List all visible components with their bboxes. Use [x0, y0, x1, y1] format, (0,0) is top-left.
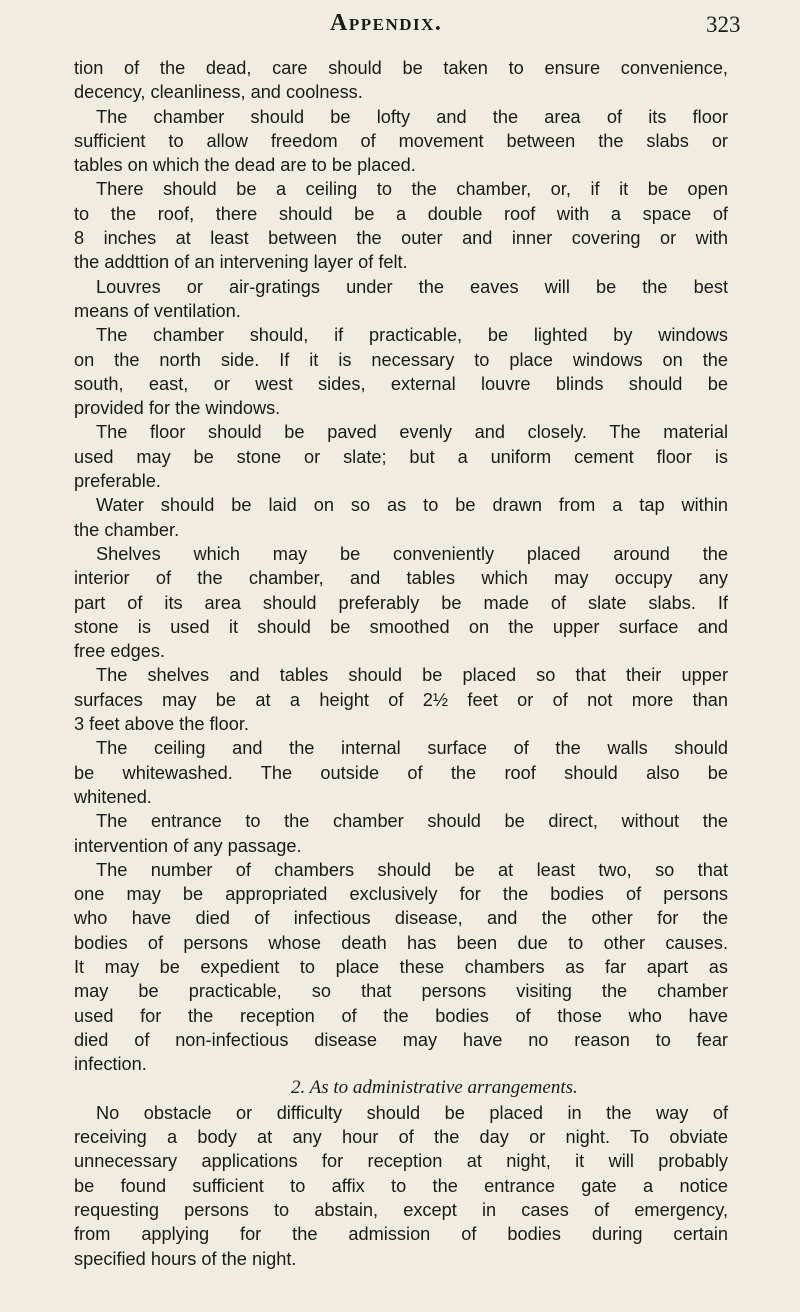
text-line: The number of chambers should be at least two, so that [96, 859, 728, 880]
page-number: 323 [706, 12, 741, 37]
text-line: 8 inches at least between the outer and inner covering or with [74, 228, 728, 249]
text-line: be whitewashed. The outside of the roof should also be [74, 762, 728, 783]
text-line: Louvres or air-gratings under the eaves will be the best [96, 276, 728, 297]
text-line: tion of the dead, care should be taken to ensure convenience, [74, 58, 728, 78]
text-line: means of ventilation. [74, 300, 241, 321]
text-line: The chamber should be lofty and the area of its floor [96, 106, 728, 127]
text-line: whitened. [74, 786, 152, 807]
text-line: stone is used it should be smoothed on the upper surface and [74, 616, 728, 637]
text-line: Shelves which may be conveniently placed around the [96, 543, 728, 564]
text-line: Water should be laid on so as to be drawn from a tap within [96, 495, 728, 516]
text-line: The entrance to the chamber should be direct, without the [96, 811, 728, 832]
text-line: sufficient to allow freedom of movement between the slabs or [74, 130, 728, 151]
text-line: part of its area should preferably be made of slate slabs. If [74, 592, 728, 613]
text-line: be found sufficient to affix to the entrance gate a notice [74, 1175, 728, 1196]
section-heading: 2. As to administrative arrangements. [291, 1077, 578, 1099]
text-line: preferable. [74, 471, 161, 492]
text-line: unnecessary applications for reception at night, it will probably [74, 1151, 728, 1172]
running-header [0, 4, 800, 48]
text-line: surfaces may be at a height of 2½ feet or of not more than [74, 689, 728, 710]
text-line: intervention of any passage. [74, 835, 302, 856]
text-line: infection. [74, 1054, 147, 1075]
text-line: one may be appropriated exclusively for the bodies of persons [74, 884, 728, 905]
text-line: who have died of infectious disease, and the other for the [74, 908, 728, 929]
text-line: free edges. [74, 641, 165, 662]
body-text [74, 56, 728, 1271]
text-line: provided for the windows. [74, 398, 281, 419]
text-line: south, east, or west sides, external louvre blinds should be [74, 373, 728, 394]
text-line: receiving a body at any hour of the day or night. To obviate [74, 1127, 728, 1148]
text-line: tables on which the dead are to be placed. [74, 155, 416, 176]
text-line: may be practicable, so that persons visiting the chamber [74, 981, 728, 1002]
running-title: Appendix. [330, 10, 443, 36]
text-line: used for the reception of the bodies of those who have [74, 1005, 728, 1026]
text-line: the addttion of an intervening layer of felt. [74, 252, 408, 273]
text-line: The shelves and tables should be placed so that their upper [96, 665, 728, 686]
text-line: The ceiling and the internal surface of the walls should [96, 738, 728, 759]
text-line: died of non-infectious disease may have no reason to fear [74, 1029, 728, 1050]
text-line: specified hours of the night. [74, 1248, 297, 1269]
text-line: 3 feet above the floor. [74, 714, 249, 735]
text-line: the chamber. [74, 519, 180, 540]
text-line: on the north side. If it is necessary to place windows on the [74, 349, 728, 370]
text-line: requesting persons to abstain, except in cases of emergency, [74, 1199, 728, 1220]
text-line: interior of the chamber, and tables which may occupy any [74, 568, 728, 589]
text-line: from applying for the admission of bodies during certain [74, 1224, 728, 1245]
text-line: used may be stone or slate; but a uniform cement floor is [74, 446, 728, 467]
text-line: bodies of persons whose death has been due to other causes. [74, 932, 728, 953]
text-line: There should be a ceiling to the chamber, or, if it be open [96, 179, 728, 200]
text-line: The chamber should, if practicable, be lighted by windows [96, 325, 728, 346]
text-line: The floor should be paved evenly and closely. The material [96, 422, 728, 443]
text-line: It may be expedient to place these chambers as far apart as [74, 956, 728, 977]
text-line: to the roof, there should be a double roof with a space of [74, 203, 728, 224]
text-line: decency, cleanliness, and coolness. [74, 82, 363, 103]
text-line: No obstacle or difficulty should be placed in the way of [96, 1102, 728, 1123]
